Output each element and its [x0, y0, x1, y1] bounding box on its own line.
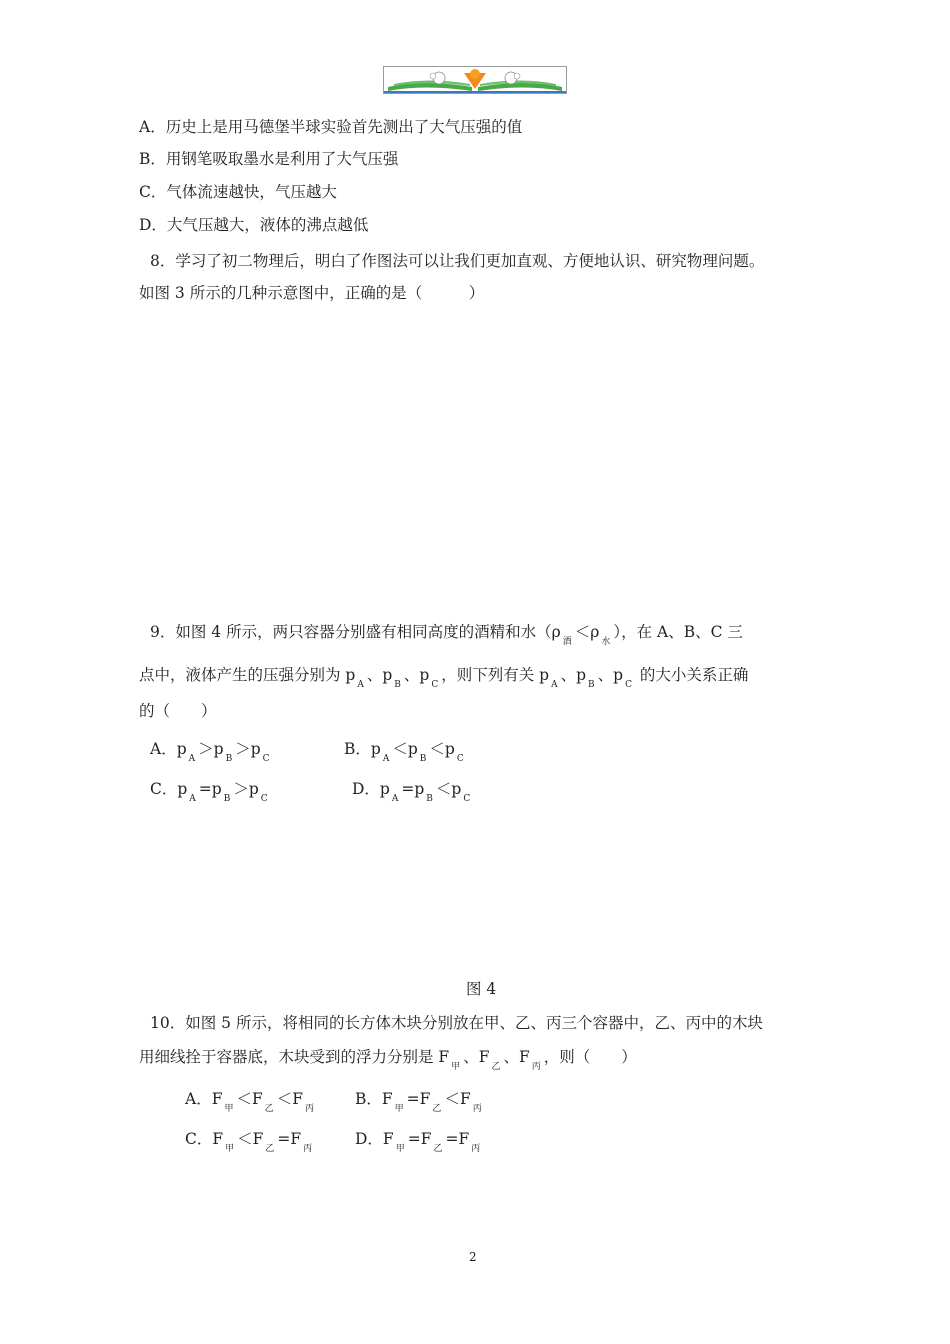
q9-stem-line3: 的（ ）	[139, 702, 217, 720]
q9-option-d: D．$p_A=p_B<p_C$	[352, 780, 471, 804]
q7-option-d: D．大气压越大，液体的沸点越低	[139, 216, 369, 234]
q8-stem-line2: 如图 3 所示的几种示意图中，正确的是（ ）	[139, 284, 485, 302]
q9-stem-line1: 9．如图 4 所示，两只容器分别盛有相同高度的酒精和水$(\rho_酒<\rho_水)$，在 A、B、C 三	[150, 623, 743, 647]
q10-option-b: B．$F_甲=F_乙<F_丙$	[355, 1090, 482, 1114]
subscript-shui: 水	[601, 637, 611, 647]
q10-stem-line2: 用细线拴于容器底，木块受到的浮力分别是 $F_甲$、$F_乙$、$F_丙$，则（ ）	[139, 1048, 637, 1072]
q10-stem-line1: 10．如图 5 所示，将相同的长方体木块分别放在甲、乙、丙三个容器中，乙、丙中的木块	[150, 1014, 763, 1032]
page-number: 2	[469, 1250, 477, 1264]
q10-option-c: C．$F_甲<F_乙=F_丙$	[185, 1130, 313, 1154]
q9-stem-line2: 点中，液体产生的压强分别为 $p_A$、$p_B$、$p_C$，则下列有关 $p_A$、$p_B$、$p_C$ 的大小关系正确	[139, 666, 749, 690]
figure-4-caption: 图 4	[466, 980, 497, 998]
logo-graphic	[384, 67, 566, 93]
q8-stem-line1: 8．学习了初二物理后，明白了作图法可以让我们更加直观、方便地认识、研究物理问题。	[150, 252, 765, 270]
q10-option-d: D．$F_甲=F_乙=F_丙$	[355, 1130, 481, 1154]
q7-option-a: A．历史上是用马德堡半球实验首先测出了大气压强的值	[139, 118, 523, 136]
subscript-jiu: 酒	[562, 637, 572, 647]
header-logo	[383, 66, 567, 94]
q9-option-a: A．$p_A>p_B>p_C$	[150, 740, 270, 764]
q9-option-b: B．$p_A<p_B<p_C$	[344, 740, 464, 764]
q7-option-c: C．气体流速越快，气压越大	[139, 183, 337, 201]
q7-option-b: B．用钢笔吸取墨水是利用了大气压强	[139, 150, 399, 168]
q10-option-a: A．$F_甲<F_乙<F_丙$	[185, 1090, 315, 1114]
q9-option-c: C．$p_A=p_B>p_C$	[150, 780, 268, 804]
